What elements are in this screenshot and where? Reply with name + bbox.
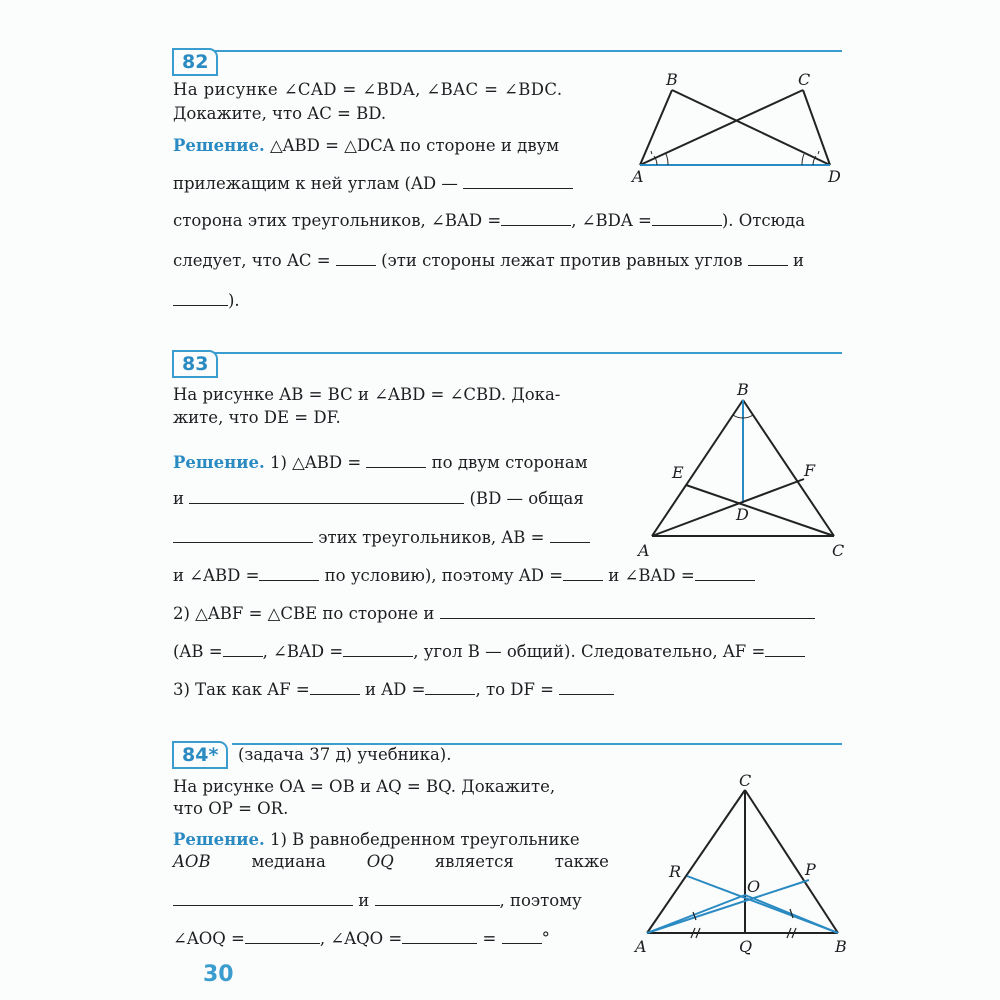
answer-blank[interactable] <box>550 527 590 543</box>
point-label-c: C <box>798 70 811 89</box>
problem-83-solution-line-4: и ∠ABD = по условию), поэтому AD = и ∠BAD = <box>173 565 755 586</box>
answer-blank[interactable] <box>245 928 320 944</box>
problem-84-solution-line-1: Решение. 1) В равнобедренном треугольнике <box>173 830 580 849</box>
point-label-b: B <box>666 70 678 89</box>
problem-84-solution-line-4: ∠AOQ = , ∠AQO = = ° <box>173 929 550 948</box>
point-label-c: C <box>739 772 752 790</box>
problem-number-badge: 82 <box>172 48 218 76</box>
answer-blank[interactable] <box>501 210 571 226</box>
answer-blank[interactable] <box>559 679 614 695</box>
problem-83-solution-line-3: этих треугольников, AB = <box>173 527 590 548</box>
page-number: 30 <box>203 962 234 987</box>
header-rule <box>212 50 842 52</box>
answer-blank[interactable] <box>173 890 353 906</box>
point-label-f: F <box>804 461 816 480</box>
problem-83-solution-line-1: Решение. 1) △ABD = по двум сторонам <box>173 453 588 472</box>
answer-blank[interactable] <box>425 679 475 695</box>
problem-number-badge: 84* <box>172 741 228 769</box>
answer-blank[interactable] <box>259 565 319 581</box>
problem-84-statement-1: На рисунке OA = OB и AQ = BQ. Докажите, <box>173 777 556 796</box>
answer-blank[interactable] <box>375 890 500 906</box>
point-label-r: R <box>669 862 682 881</box>
problem-83-solution-line-5: 2) △ABF = △CBE по стороне и <box>173 603 815 624</box>
problem-82-solution-line-2: прилежащим к ней углам (AD — <box>173 173 573 194</box>
problem-82-statement-1: На рисунке ∠CAD = ∠BDA, ∠BAC = ∠BDC. <box>173 80 563 99</box>
answer-blank[interactable] <box>173 290 228 306</box>
point-label-b: B <box>835 937 847 956</box>
answer-blank[interactable] <box>402 928 477 944</box>
answer-blank[interactable] <box>223 641 263 657</box>
answer-blank[interactable] <box>310 679 360 695</box>
answer-blank[interactable] <box>463 173 573 189</box>
answer-blank[interactable] <box>173 527 313 543</box>
answer-blank[interactable] <box>748 250 788 266</box>
point-label-d: D <box>736 505 749 524</box>
problem-82-solution-line-1: Решение. △ABD = △DCA по стороне и двум <box>173 136 560 155</box>
solution-label: Решение. <box>173 136 265 155</box>
solution-label: Решение. <box>173 453 265 472</box>
answer-blank[interactable] <box>440 603 815 619</box>
answer-blank[interactable] <box>189 488 464 504</box>
problem-83-solution-line-7: 3) Так как AF = и AD = , то DF = <box>173 679 614 700</box>
answer-blank[interactable] <box>563 565 603 581</box>
problem-84-reference: (задача 37 д) учебника). <box>238 745 452 764</box>
problem-83-figure <box>630 378 855 563</box>
answer-blank[interactable] <box>765 641 805 657</box>
point-label-p: P <box>805 860 816 879</box>
problem-82-statement-2: Докажите, что AC = BD. <box>173 104 387 123</box>
point-label-a: A <box>632 167 644 186</box>
point-label-d: D <box>828 167 841 186</box>
answer-blank[interactable] <box>366 452 426 468</box>
point-label-a: A <box>635 937 647 956</box>
problem-83-solution-line-6: (AB = , ∠BAD = , угол B — общий). Следовательно, AF = <box>173 641 805 662</box>
problem-83-statement-2: жите, что DE = DF. <box>173 408 341 427</box>
problem-84-solution-line-3: и , поэтому <box>173 890 582 911</box>
point-label-c: C <box>832 541 845 560</box>
answer-blank[interactable] <box>652 210 722 226</box>
problem-83-statement-1: На рисунке AB = BC и ∠ABD = ∠CBD. Дока- <box>173 385 561 404</box>
answer-blank[interactable] <box>695 565 755 581</box>
problem-84-figure <box>625 772 855 962</box>
point-label-q: Q <box>739 937 753 956</box>
answer-blank[interactable] <box>336 250 376 266</box>
problem-84-solution-line-2: AOB медиана OQ является также <box>173 852 609 871</box>
problem-82-solution-line-5: ). <box>173 290 240 311</box>
problem-83-solution-line-2: и (BD — общая <box>173 489 584 508</box>
problem-82-solution-line-4: следует, что AC = (эти стороны лежат против равных углов и <box>173 251 805 270</box>
problem-84-statement-2: что OP = OR. <box>173 799 289 818</box>
point-label-b: B <box>737 380 749 399</box>
problem-number-badge: 83 <box>172 350 218 378</box>
solution-label: Решение. <box>173 830 265 849</box>
point-label-e: E <box>672 463 684 482</box>
point-label-a: A <box>638 541 650 560</box>
problem-82-figure <box>620 70 850 190</box>
answer-blank[interactable] <box>343 641 413 657</box>
answer-blank[interactable] <box>502 928 542 944</box>
problem-82-solution-line-3: сторона этих треугольников, ∠BAD = , ∠BDA = ). Отсюда <box>173 211 806 230</box>
point-label-o: O <box>747 877 761 896</box>
header-rule <box>212 352 842 354</box>
